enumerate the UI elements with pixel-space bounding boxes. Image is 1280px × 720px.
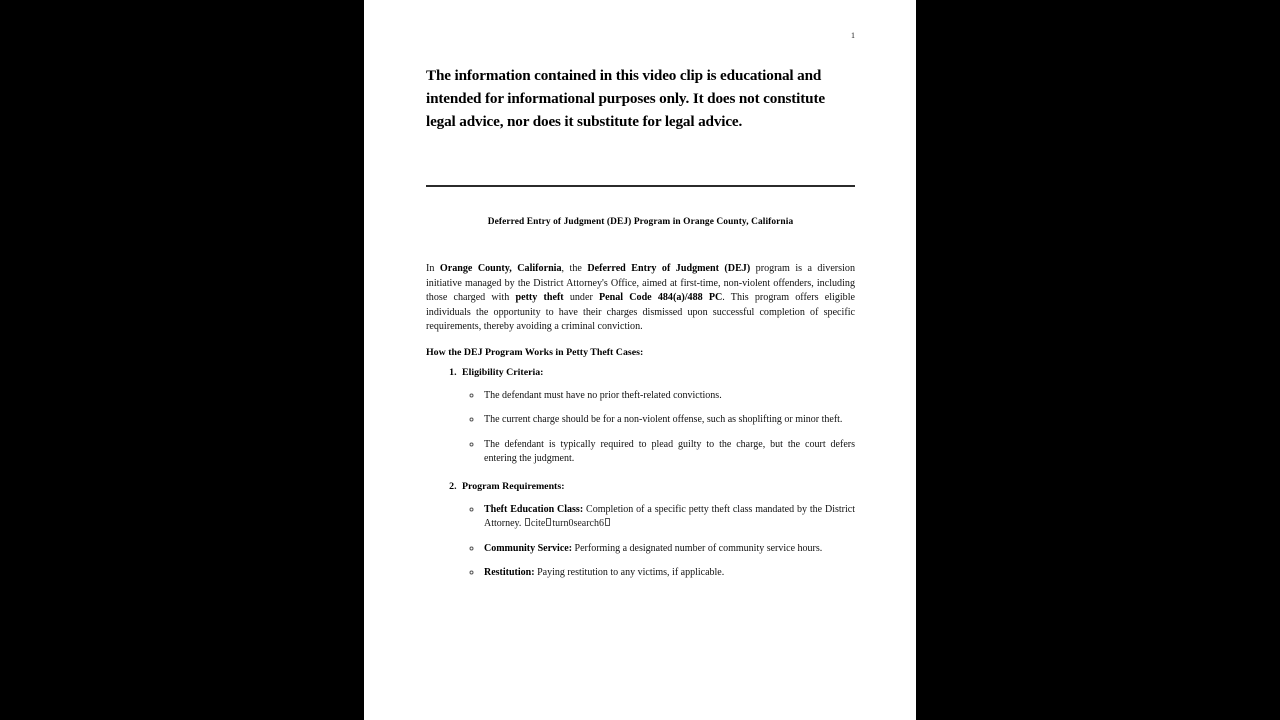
list-item bbox=[482, 437, 855, 467]
horizontal-rule-divider bbox=[426, 185, 855, 187]
citation-inner-2: turn0search6 bbox=[552, 518, 604, 530]
numbered-item-heading: Eligibility Criteria: bbox=[462, 366, 544, 378]
tofu-box-icon bbox=[546, 518, 551, 526]
bullet-text: The defendant is typically required to plead guilty to the charge, but the court defers entering the judgment. bbox=[484, 438, 855, 464]
intro-seg-7: under bbox=[563, 292, 599, 304]
list-item bbox=[482, 502, 855, 532]
bullet-label: Community Service: bbox=[484, 542, 573, 554]
intro-seg-4-bold: Deferred Entry of Judgment (DEJ) bbox=[587, 263, 751, 274]
intro-seg-9: . This program offers eligible individuals the opportunity to have their charges dismissed upon successful completion of specific requirements, thereby avoiding a criminal conviction. bbox=[426, 292, 855, 333]
bullet-label: Restitution: bbox=[484, 567, 535, 579]
intro-seg-6-bold: petty theft bbox=[515, 292, 564, 304]
citation-inner-1: cite bbox=[530, 518, 546, 530]
list-item-eligibility-criteria bbox=[459, 366, 855, 466]
document-body bbox=[426, 262, 855, 580]
bullet-text: The defendant must have no prior theft-related convictions. bbox=[484, 389, 722, 401]
document-page bbox=[364, 0, 916, 720]
numbered-item-heading: Program Requirements: bbox=[462, 481, 565, 493]
bullet-text: Paying restitution to any victims, if applicable. bbox=[534, 567, 725, 579]
page-title: Deferred Entry of Judgment (DEJ) Program in Orange County, California bbox=[487, 217, 794, 227]
intro-seg-8-bold: Penal Code 484(a)/488 PC bbox=[598, 292, 723, 304]
page-number: 1 bbox=[851, 31, 855, 40]
list-item bbox=[482, 412, 855, 427]
list-item bbox=[482, 388, 855, 403]
intro-seg-3: , the bbox=[561, 263, 588, 274]
intro-seg-2-bold: Orange County, California bbox=[439, 263, 562, 274]
intro-seg-5: program is a diversion initiative managed by the District Attorney's Office, aimed at first-time, non-violent offenders, including those charged with bbox=[426, 263, 855, 304]
list-item-program-requirements bbox=[459, 480, 855, 580]
section-heading: How the DEJ Program Works in Petty Theft Cases: bbox=[426, 346, 644, 358]
bullet-text: Completion of a specific petty theft class mandated by the District Attorney. bbox=[484, 504, 855, 530]
list-item bbox=[482, 541, 855, 556]
bullet-list-requirements bbox=[462, 502, 855, 580]
tofu-box-icon bbox=[605, 518, 610, 526]
bullet-label: Theft Education Class: bbox=[484, 504, 584, 516]
bullet-text: The current charge should be for a non-violent offense, such as shoplifting or minor theft. bbox=[484, 414, 843, 426]
disclaimer-text: The information contained in this video clip is educational and intended for informational purposes only. It does not constitute legal advice, nor does it substitute for legal advice. bbox=[426, 67, 825, 130]
list-item bbox=[482, 565, 855, 580]
citation-artifact bbox=[524, 518, 611, 529]
intro-paragraph bbox=[426, 262, 855, 335]
numbered-list bbox=[426, 366, 855, 580]
bullet-list-eligibility bbox=[462, 388, 855, 466]
intro-seg-1: In bbox=[426, 263, 440, 274]
tofu-box-icon bbox=[525, 518, 530, 526]
bullet-text: Performing a designated number of community service hours. bbox=[572, 542, 823, 554]
